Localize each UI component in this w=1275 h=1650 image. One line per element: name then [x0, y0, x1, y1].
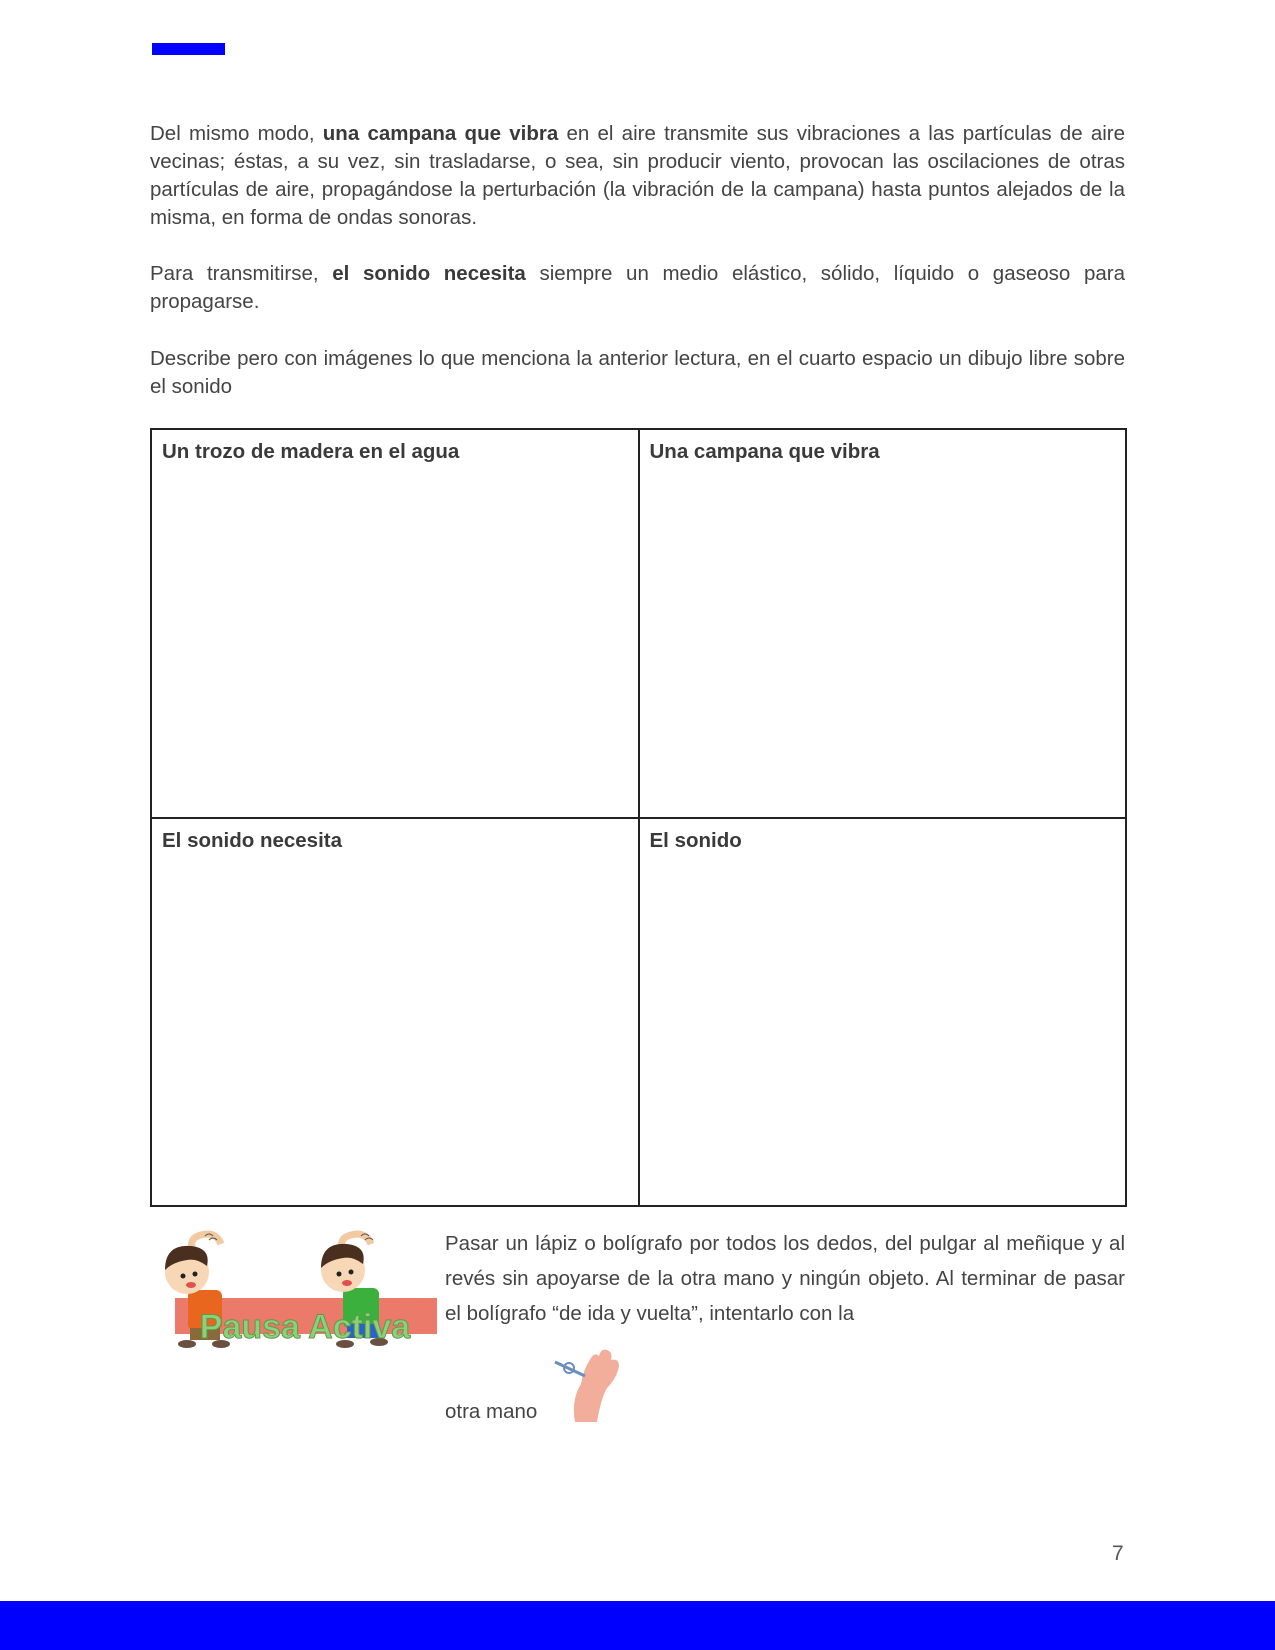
paragraph-campana	[150, 120, 1125, 232]
paragraph-text: Del mismo modo,	[150, 122, 323, 145]
paragraph-text: Para transmitirse,	[150, 262, 333, 285]
pausa-instruction-end: otra mano	[445, 1400, 538, 1423]
pausa-instruction: Pasar un lápiz o bolígrafo por todos los dedos, del pulgar al meñique y al revés sin apoyarse de la otra mano y ningún objeto. Al terminar de pasar el bolígrafo “de ida y vuelta”, intentarlo con la	[445, 1232, 1125, 1325]
paragraph-bold: el sonido necesita	[332, 262, 526, 285]
cell-label: Un trozo de madera en el agua	[162, 440, 460, 463]
grid-cell-madera[interactable]	[151, 429, 639, 818]
cell-label: El sonido necesita	[162, 828, 342, 852]
grid-cell-campana[interactable]	[639, 429, 1127, 818]
pausa-activa-logo	[155, 1230, 437, 1348]
paragraph-text: siempre un medio elástico, sólido, líquido o gaseoso para propagarse.	[150, 262, 1125, 313]
paragraph-sonido	[150, 260, 1125, 316]
grid-cell-sonido[interactable]	[639, 818, 1127, 1207]
cell-label: Una campana que vibra	[649, 440, 880, 463]
paragraph-text: en el aire transmite sus vibraciones a las partículas de aire vecinas; éstas, a su vez, sin trasladarse, o sea, sin producir viento, provocan las oscilaciones de otras partículas de aire, propagándose la perturbación (la vibración de la campana) hasta puntos alejados de la misma, en forma de ondas sonoras.	[150, 122, 1126, 229]
paragraph-instructions: Describe pero con imágenes lo que menciona la anterior lectura, en el cuarto espacio un dibujo libre sobre el sonido	[150, 347, 1125, 398]
cell-label: El sonido	[649, 828, 742, 852]
hand-pencil-icon	[551, 1340, 625, 1424]
grid-cell-sonido-necesita[interactable]	[151, 818, 639, 1207]
paragraph-bold: una campana que vibra	[322, 122, 559, 145]
pausa-activa-text: Pausa Activa	[199, 1308, 411, 1346]
drawing-grid	[150, 428, 1127, 1207]
page-number: 7	[1112, 1542, 1124, 1565]
header-accent-bar	[152, 43, 225, 55]
footer-accent-bar	[0, 1601, 1275, 1650]
